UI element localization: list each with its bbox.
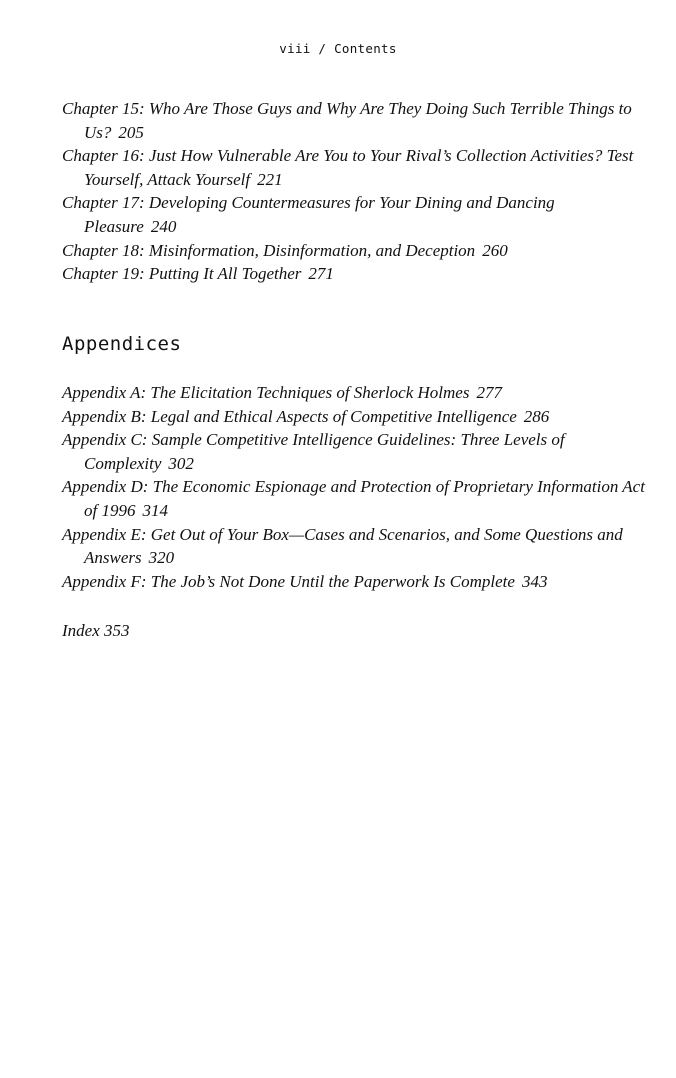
toc-entry-title: Appendix E: Get Out of Your Box—Cases and Scenarios, and Some Questions and Answers: [62, 524, 623, 568]
toc-entry-page: 240: [150, 216, 177, 236]
toc-entry-chapter-16: [62, 144, 648, 191]
toc-entry-index: [62, 619, 130, 643]
toc-entry-title: Appendix D: The Economic Espionage and Protection of Proprietary Information Act of 1996: [62, 477, 645, 520]
toc-entry-chapter-15: [62, 97, 648, 144]
toc-entry-title: Appendix A: The Elicitation Techniques of Sherlock Holmes: [62, 383, 470, 402]
appendices-heading: Appendices: [62, 333, 182, 355]
toc-entry-title: Chapter 19: Putting It All Together: [62, 264, 302, 284]
toc-entry-title: Chapter 18: Misinformation, Disinformation, and Deception: [62, 240, 476, 260]
toc-entry-title: Chapter 15: Who Are Those Guys and Why Are They Doing Such Terrible Things to Us?: [62, 99, 632, 142]
toc-entry-page: 205: [118, 122, 144, 142]
toc-entry-page: 277: [476, 383, 502, 402]
toc-entry-title: Appendix C: Sample Competitive Intelligence Guidelines: Three Levels of Complexity: [62, 430, 565, 473]
appendix-list: [62, 381, 648, 593]
index-page: 353: [104, 621, 130, 640]
toc-entry-title: Appendix B: Legal and Ethical Aspects of Competitive Intelligence: [62, 406, 517, 426]
toc-entry-page: 260: [482, 240, 508, 260]
toc-entry-chapter-18: [62, 239, 648, 263]
toc-entry-appendix-d: [62, 475, 648, 522]
toc-entry-page: 271: [308, 264, 334, 284]
toc-entry-page: 320: [148, 548, 175, 568]
toc-entry-page: 314: [142, 500, 168, 520]
toc-entry-appendix-b: [62, 405, 648, 429]
toc-entry-page: 221: [257, 169, 283, 189]
chapter-list: [62, 97, 648, 286]
toc-entry-appendix-f: [62, 570, 648, 594]
toc-entry-appendix-c: [62, 428, 648, 475]
running-head: viii / Contents: [279, 41, 397, 56]
toc-entry-page: 302: [168, 453, 194, 473]
toc-entry-chapter-17: [62, 191, 648, 238]
toc-entry-appendix-e: [62, 523, 648, 570]
toc-entry-appendix-a: [62, 381, 648, 405]
toc-entry-title: Appendix F: The Job’s Not Done Until the Paperwork Is Complete: [62, 571, 515, 591]
toc-entry-title: Chapter 17: Developing Countermeasures for Your Dining and Dancing Pleasure: [62, 193, 555, 236]
toc-entry-page: 286: [523, 406, 550, 426]
toc-entry-title: Chapter 16: Just How Vulnerable Are You to Your Rival’s Collection Activities? Test Yourself, Attack Yourself: [62, 146, 634, 189]
toc-entry-chapter-19: [62, 262, 648, 286]
toc-entry-page: 343: [521, 571, 548, 591]
index-label: Index: [62, 621, 100, 640]
